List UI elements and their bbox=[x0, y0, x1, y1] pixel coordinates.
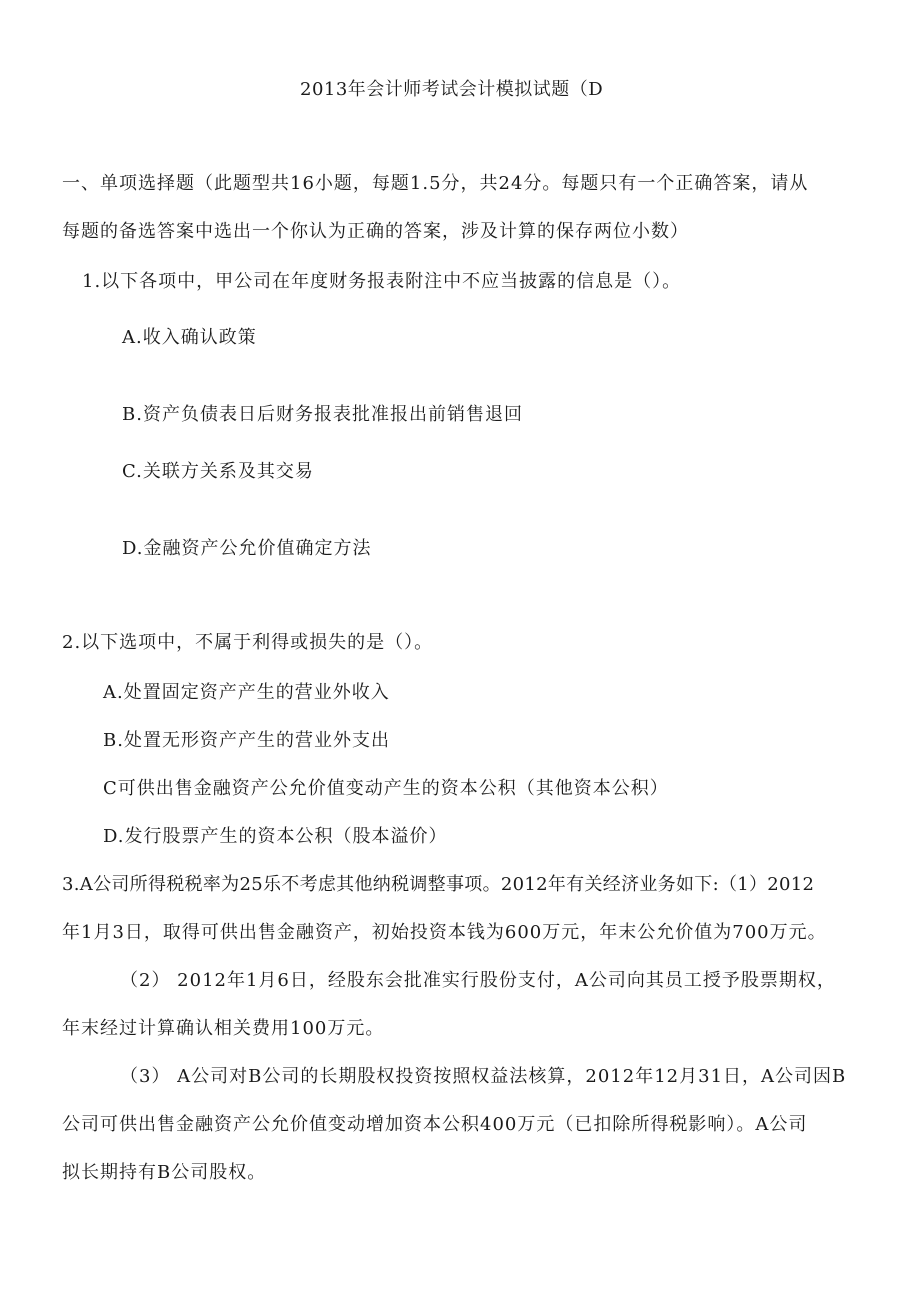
question-3-line-3: （2） 2012年1月6日，经股东会批准实行股份支付，A公司向其员工授予股票期权， bbox=[120, 970, 836, 991]
question-2-option-a: A.处置固定资产产生的营业外收入 bbox=[103, 682, 390, 703]
question-2-option-b: B.处置无形资产产生的营业外支出 bbox=[103, 730, 390, 751]
section-heading-line-2: 每题的备选答案中选出一个你认为正确的答案，涉及计算的保存两位小数） bbox=[62, 221, 689, 242]
question-2-option-c: C可供出售金融资产公允价值变动产生的资本公积（其他资本公积） bbox=[103, 778, 669, 799]
question-3-line-7: 拟长期持有B公司股权。 bbox=[62, 1162, 267, 1183]
question-2-option-d: D.发行股票产生的资本公积（股本溢价） bbox=[103, 826, 448, 847]
question-2-stem: 2.以下选项中，不属于利得或损失的是（）。 bbox=[62, 632, 434, 653]
question-1-option-a: A.收入确认政策 bbox=[122, 327, 257, 348]
question-3-line-6: 公司可供出售金融资产公允价值变动增加资本公积400万元（已扣除所得税影响）。A公司 bbox=[62, 1114, 808, 1135]
question-3-line-5: （3） A公司对B公司的长期股权投资按照权益法核算，2012年12月31日，A公司因B bbox=[120, 1066, 847, 1087]
question-1-option-c: C.关联方关系及其交易 bbox=[122, 461, 314, 482]
question-3-line-4: 年末经过计算确认相关费用100万元。 bbox=[62, 1018, 385, 1039]
question-1-stem: 1.以下各项中，甲公司在年度财务报表附注中不应当披露的信息是（）。 bbox=[82, 271, 682, 292]
question-3-line-2: 年1月3日，取得可供出售金融资产，初始投资本钱为600万元，年末公允价值为700万元。 bbox=[62, 922, 827, 943]
question-1-option-d: D.金融资产公允价值确定方法 bbox=[122, 538, 372, 559]
question-1-option-b: B.资产负债表日后财务报表批准报出前销售退回 bbox=[122, 404, 523, 425]
question-3-line-1: 3.A公司所得税税率为25乐不考虑其他纳税调整事项。2012年有关经济业务如下:（1）2012 bbox=[62, 874, 815, 895]
document-title: 2013年会计师考试会计模拟试题（D bbox=[300, 79, 604, 100]
section-heading-line-1: 一、单项选择题（此题型共16小题，每题1.5分，共24分。每题只有一个正确答案，请从 bbox=[62, 173, 809, 194]
